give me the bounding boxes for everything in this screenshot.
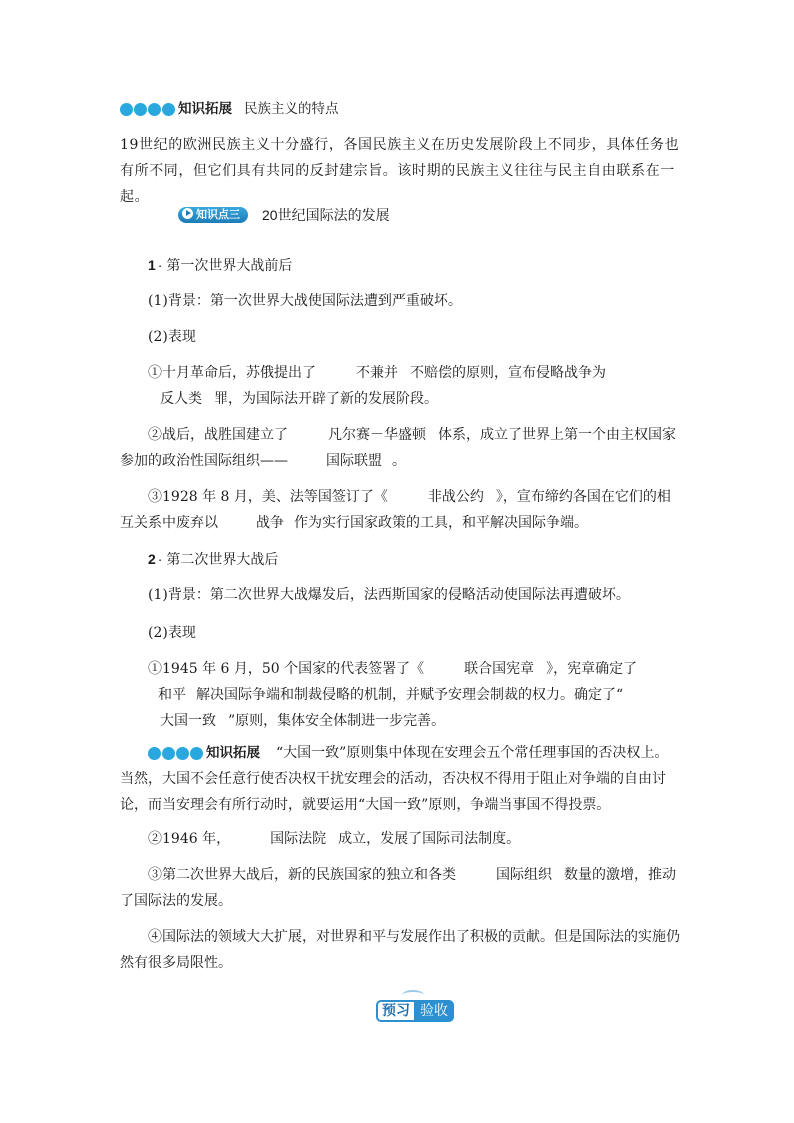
answer-blank: 国际法院 (270, 831, 327, 847)
extension-body: “大国一致”原则集中体现在安理会五个常任理事国的否决权上。当然，大国不会任意行使否决权干扰安理会的活动，否决权不得用于阻止对争端的自由讨论，而当安理会有所行动时，就要运用“大国一致”原则，争端当事国不得投票。 (120, 745, 669, 813)
section-2-heading (148, 546, 708, 572)
section-2-item-2 (120, 826, 680, 852)
answer-blank: 反人类 (160, 391, 202, 407)
section-2-number: 2 (148, 551, 156, 567)
blue-dots-icon (148, 740, 204, 766)
text: 数量的激增，推动了国际法的发展。 (120, 867, 676, 909)
text: ③第二次世界大战后，新的民族国家的独立和各类 (148, 867, 456, 883)
play-icon (182, 208, 193, 219)
blue-dots-icon (120, 96, 176, 122)
section-1-background: (1)背景：第一次世界大战使国际法遭到严重破坏。 (148, 293, 462, 309)
section-1-item-2 (120, 422, 680, 474)
knowledge-extension-heading (120, 96, 680, 122)
text: 罪，为国际法开辟了新的发展阶段。 (214, 391, 438, 407)
knowledge-point-heading (178, 202, 738, 228)
text: ①十月革命后，苏俄提出了 (148, 365, 316, 381)
section-1-item-1 (120, 360, 680, 412)
logo-right-text: 验收 (416, 1000, 454, 1022)
answer-blank: 联合国宪章 (464, 661, 535, 677)
section-1-performance: (2)表现 (148, 329, 196, 345)
section-1-item-3 (120, 484, 680, 536)
text: ③1928 年 8 月，美、法等国签订了《 (148, 489, 388, 505)
text: 》，宣布缔约各国在它们的相互关系中废弃以 (120, 489, 671, 531)
section-1-heading (148, 252, 708, 278)
logo-left-text: 预习 (376, 1000, 416, 1022)
answer-blank: 和平 (158, 687, 186, 703)
knowledge-point-title: 20世纪国际法的发展 (262, 207, 390, 223)
text: 作为实行国家政策的工具，和平解决国际争端。 (294, 515, 588, 531)
answer-blank: 不兼并 (356, 365, 398, 381)
book-icon (402, 990, 424, 1000)
text: 不赔偿的原则，宣布侵略战争为 (410, 365, 606, 381)
extension-title: 民族主义的特点 (244, 101, 339, 117)
extension-body: 19世纪的欧洲民族主义十分盛行，各国民族主义在历史发展阶段上不同步，具体任务也有所不同，但它们具有共同的反封建宗旨。该时期的民族主义往往与民主自由联系在一起。 (120, 137, 680, 205)
section-1-title: · 第一次世界大战前后 (157, 257, 293, 273)
preview-check-logo (376, 996, 454, 1022)
section-2-item-1 (120, 656, 680, 734)
answer-blank: 凡尔赛－华盛顿 (328, 427, 426, 443)
section-1-number: 1 (148, 257, 156, 273)
text: ②战后，战胜国建立了 (148, 427, 288, 443)
answer-blank: 国际组织 (496, 867, 552, 883)
section-2-title: · 第二次世界大战后 (157, 551, 279, 567)
extension-label: 知识拓展 (206, 745, 260, 761)
section-2-performance: (2)表现 (148, 625, 196, 641)
text: 体系，成立了世界上第一个由主权国家参加的政治性国际组织—— (120, 427, 676, 469)
text: ①1945 年 6 月，50 个国家的代表签署了《 (148, 661, 425, 677)
section-2-item-3 (120, 862, 680, 914)
text: 解决国际争端和制裁侵略的机制，并赋予安理会制裁的权力。确定了“ (196, 687, 624, 703)
text: 》，宪章确定了 (546, 661, 638, 677)
section-2-item-4: ④国际法的领域大大扩展，对世界和平与发展作出了积极的贡献。但是国际法的实施仍然有很多局限性。 (120, 929, 680, 971)
text: 。 (392, 453, 406, 469)
text: ②1946 年， (148, 831, 231, 847)
knowledge-point-badge-label: 知识点三 (196, 208, 240, 221)
text: 成立，发展了国际司法制度。 (338, 831, 521, 847)
answer-blank: 国际联盟 (326, 453, 382, 469)
answer-blank: 大国一致 (160, 713, 216, 729)
text: ”原则，集体安全体制进一步完善。 (228, 713, 446, 729)
answer-blank: 战争 (256, 515, 284, 531)
section-2-background: (1)背景：第二次世界大战爆发后，法西斯国家的侵略活动使国际法再遭破坏。 (148, 587, 630, 603)
answer-blank: 非战公约 (427, 489, 484, 505)
knowledge-extension-2 (120, 740, 680, 818)
extension-label: 知识拓展 (178, 101, 232, 117)
knowledge-point-badge (178, 207, 248, 223)
